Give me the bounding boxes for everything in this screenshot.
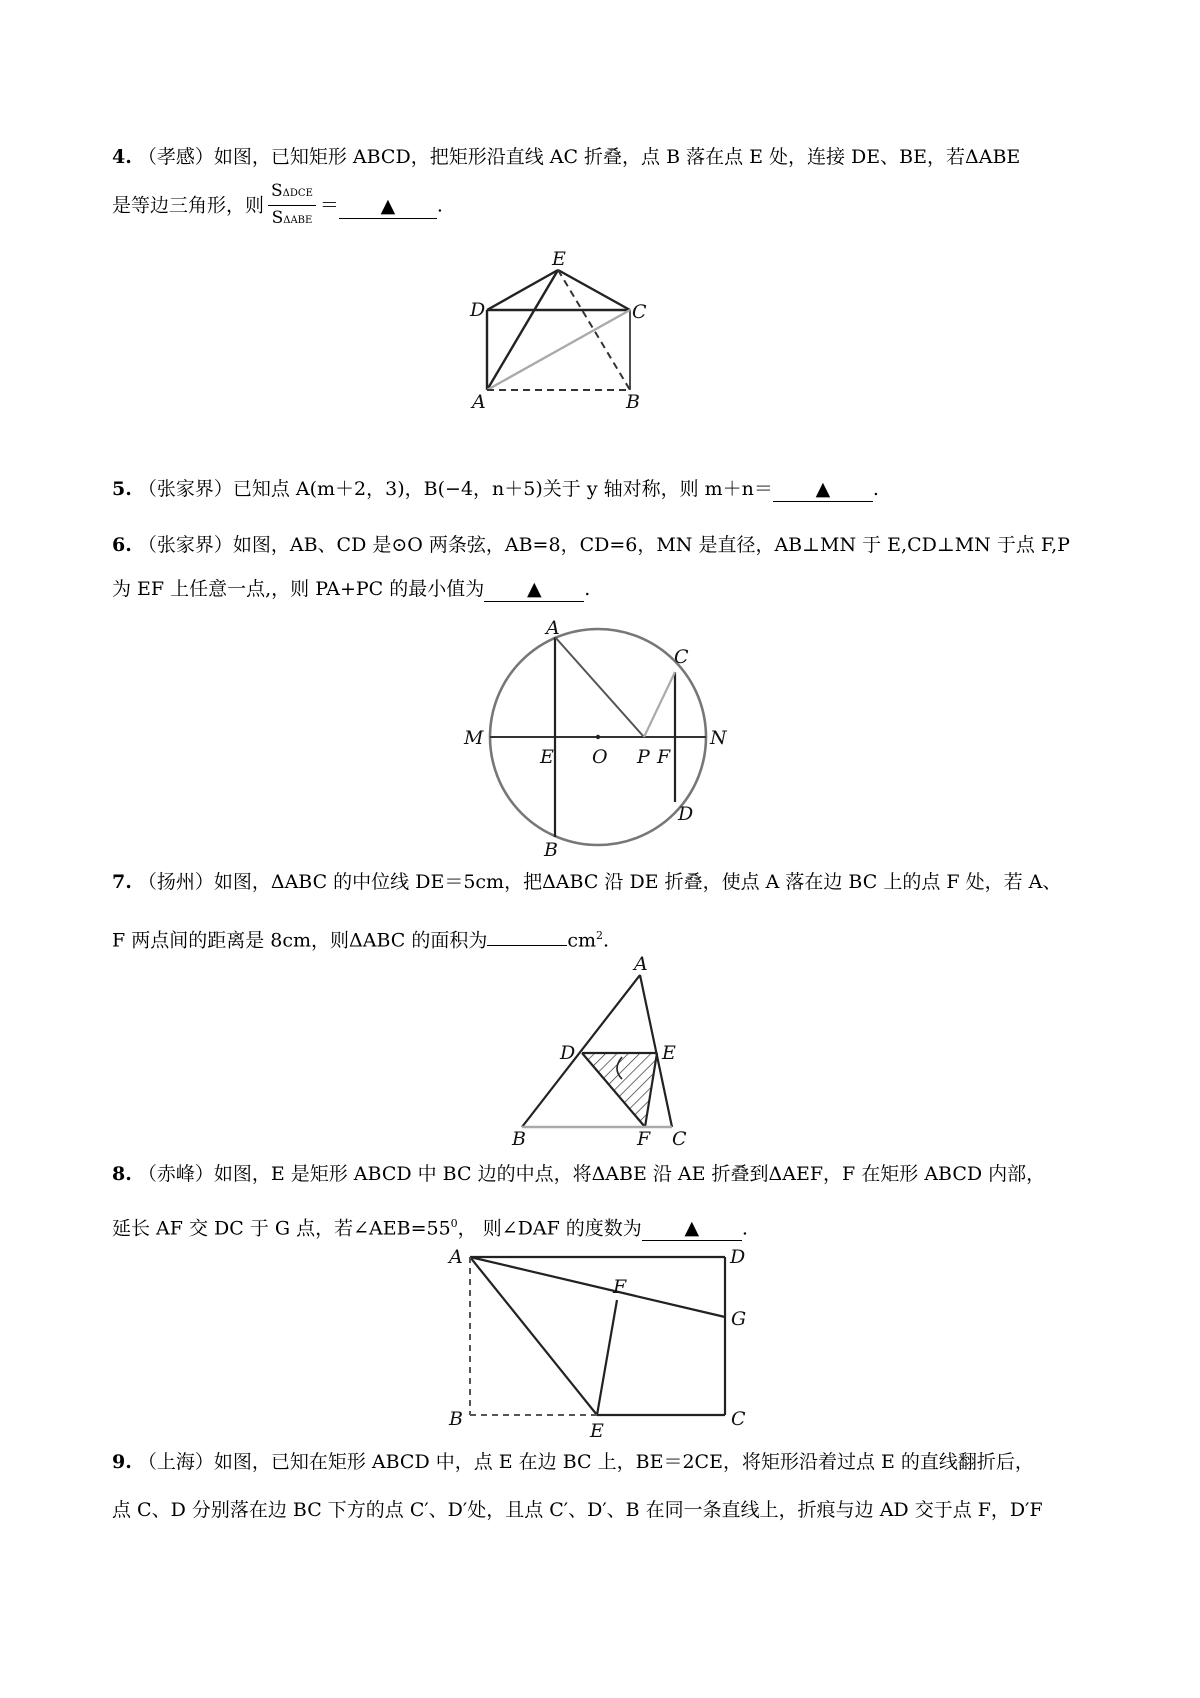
- q7-label-a: A: [634, 953, 648, 975]
- q7-line1: [112, 868, 1061, 896]
- q4-answer-blank[interactable]: ▲: [339, 194, 437, 219]
- q5-text-c: 关于 y 轴对称，则 m＋n＝: [542, 478, 773, 500]
- q5-line: [112, 475, 879, 503]
- q7-figure: [500, 953, 710, 1150]
- q5-number: 5.: [112, 478, 132, 500]
- q4-line1: [112, 143, 1020, 171]
- q6-label-b: B: [544, 839, 558, 861]
- q6-number: 6.: [112, 534, 132, 556]
- q5-answer-blank[interactable]: ▲: [773, 477, 873, 502]
- q8-text-2b: ， 则∠DAF 的度数为: [457, 1217, 642, 1240]
- q7-label-e: E: [662, 1042, 676, 1064]
- q7-text-2: F 两点间的距离是 8cm，则ΔABC 的面积为: [112, 929, 488, 952]
- q8-line-ag: [470, 1257, 725, 1317]
- q4-figure: [470, 248, 710, 418]
- q6-label-o: O: [592, 746, 608, 768]
- q7-edge-ba: [522, 975, 640, 1127]
- q4-frac-den: S: [271, 208, 284, 228]
- q8-label-e: E: [590, 1420, 604, 1442]
- q7-number: 7.: [112, 871, 132, 893]
- q8-text-1: （赤峰）如图，E 是矩形 ABCD 中 BC 边的中点，将ΔABE 沿 AE 折叠到ΔAEF，F 在矩形 ABCD 内部，: [137, 1163, 1046, 1185]
- q8-number: 8.: [112, 1163, 132, 1185]
- q7-unit: cm: [567, 929, 597, 952]
- q8-line2: [112, 1210, 748, 1242]
- q7-label-c: C: [672, 1128, 687, 1150]
- q7-label-d: D: [560, 1042, 576, 1064]
- q7-end: .: [603, 929, 610, 952]
- q8-label-c: C: [731, 1408, 746, 1430]
- q8-label-a: A: [449, 1246, 463, 1268]
- q7-line2: [112, 922, 609, 954]
- q4-line2: [112, 180, 443, 233]
- q8-label-b: B: [449, 1408, 463, 1430]
- q5-text-b: ，B: [404, 478, 438, 500]
- q6-line1: [112, 531, 1070, 559]
- q8-label-f: F: [613, 1276, 627, 1298]
- q8-label-d: D: [730, 1246, 746, 1268]
- q6-label-f: F: [657, 746, 671, 768]
- q6-segment-pc: [644, 672, 675, 737]
- q9-text-1: （上海）如图，已知在矩形 ABCD 中，点 E 在边 BC 上，BE＝2CE，将矩形沿着过点 E 的直线翻折后，: [137, 1451, 1034, 1473]
- q7-unit-sup: 2: [596, 929, 604, 942]
- q6-label-e: E: [540, 746, 554, 768]
- q6-label-n: N: [710, 727, 727, 749]
- q8-degree-sup: 0: [450, 1217, 458, 1230]
- q6-text-1: （张家界）如图，AB、CD 是⊙O 两条弦，AB=8，CD=6，MN 是直径，AB⊥MN 于 E,CD⊥MN 于点 F,P: [137, 534, 1070, 556]
- q6-label-m: M: [464, 727, 484, 749]
- q4-diagonal-ac: [487, 310, 630, 390]
- q4-label-b: B: [626, 391, 640, 413]
- q5-text-a: （张家界）已知点 A: [137, 478, 310, 500]
- q4-label-c: C: [632, 301, 647, 323]
- q4-number: 4.: [112, 146, 132, 168]
- q6-label-p: P: [637, 746, 650, 768]
- q9-line2: [112, 1496, 1043, 1524]
- q8-label-g: G: [731, 1308, 747, 1330]
- q4-end: .: [436, 194, 443, 217]
- q4-label-e: E: [552, 248, 566, 270]
- q9-number: 9.: [112, 1451, 132, 1473]
- q4-text-1: （孝感）如图，已知矩形 ABCD，把矩形沿直线 AC 折叠，点 B 落在点 E 处，连接 DE、BE，若ΔABE: [137, 146, 1021, 168]
- q6-label-c: C: [674, 646, 689, 668]
- q7-label-f: F: [637, 1128, 651, 1150]
- q6-label-a: A: [546, 617, 560, 639]
- q8-edge-ef: [597, 1300, 617, 1415]
- q4-frac-num-sub: ΔDCE: [282, 188, 313, 199]
- q4-text-2: 是等边三角形，则: [112, 194, 265, 217]
- q8-line1: [112, 1160, 1045, 1188]
- q4-edge-ec: [558, 270, 630, 310]
- q9-text-2: 点 C、D 分别落在边 BC 下方的点 C′、D′处，且点 C′、D′、B 在同一条直线上，折痕与边 AD 交于点 F，D′F: [112, 1499, 1043, 1521]
- q8-text-2a: 延长 AF 交 DC 于 G 点，若∠AEB=55: [112, 1217, 451, 1240]
- q6-end: .: [584, 578, 591, 600]
- q8-answer-blank[interactable]: ▲: [642, 1216, 742, 1241]
- q7-text-1: （扬州）如图，ΔABC 的中位线 DE＝5cm，把ΔABC 沿 DE 折叠，使点 A 落在边 BC 上的点 F 处，若 A、: [137, 871, 1062, 893]
- q8-edge-ae: [470, 1257, 597, 1415]
- q6-answer-blank[interactable]: ▲: [484, 577, 584, 602]
- q7-label-b: B: [512, 1128, 526, 1150]
- q6-label-d: D: [678, 803, 694, 825]
- q4-frac-den-sub: ΔABE: [283, 215, 313, 226]
- q4-area-ratio: [268, 180, 316, 233]
- q7-answer-blank[interactable]: [487, 945, 567, 946]
- q8-figure: [445, 1245, 765, 1442]
- q4-frac-num: S: [271, 181, 283, 201]
- q4-label-d: D: [470, 299, 486, 321]
- q8-end: .: [741, 1217, 748, 1240]
- q4-label-a: A: [472, 391, 486, 413]
- q6-figure: [460, 617, 727, 861]
- q6-center-point: [596, 735, 600, 739]
- q6-text-2: 为 EF 上任意一点,，则 PA+PC 的最小值为: [112, 578, 485, 600]
- q4-equals: ＝: [319, 194, 339, 217]
- q5-coord-b: (−4，n＋5): [437, 478, 543, 500]
- q4-edge-ea: [487, 270, 558, 390]
- q5-coord-a: (m＋2，3): [309, 478, 405, 500]
- q5-end: .: [872, 478, 879, 500]
- q6-segment-pa: [555, 637, 644, 737]
- q6-line2: [112, 575, 590, 603]
- q9-line1: [112, 1448, 1034, 1476]
